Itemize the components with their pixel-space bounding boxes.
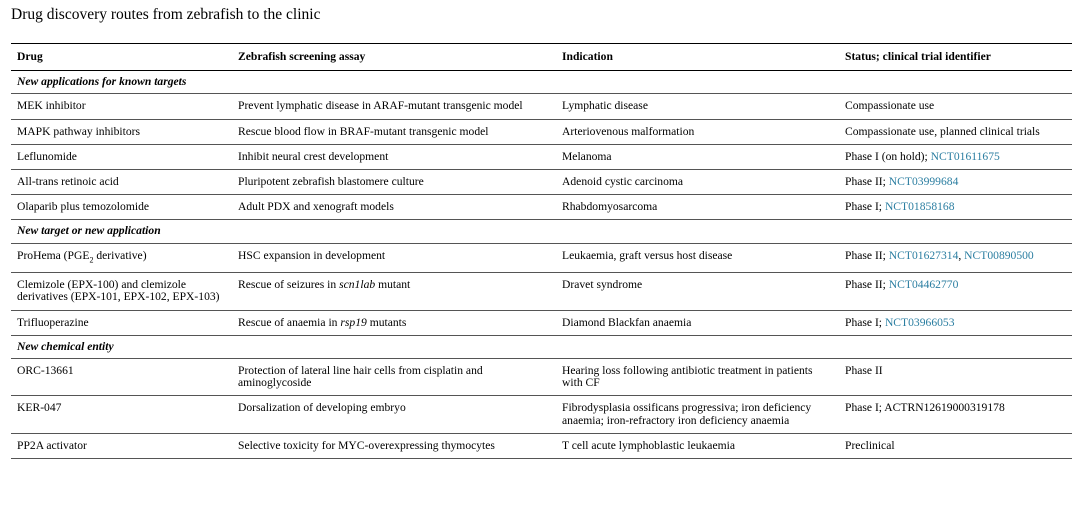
section-label: New target or new application xyxy=(11,220,1072,243)
drug-cell: ORC-13661 xyxy=(11,358,232,395)
status-cell: Preclinical xyxy=(839,433,1072,458)
drug-cell: All-trans retinoic acid xyxy=(11,170,232,195)
gene-name: scn1lab xyxy=(339,278,376,292)
assay-cell: Prevent lymphatic disease in ARAF-mutant transgenic model xyxy=(232,94,556,119)
trial-link[interactable]: NCT01627314 xyxy=(888,248,959,262)
table-row xyxy=(11,273,1072,310)
trial-link[interactable]: NCT04462770 xyxy=(888,278,959,292)
header-drug: Drug xyxy=(11,44,232,71)
drug-cell: Olaparib plus temozolomide xyxy=(11,195,232,220)
indication-cell: T cell acute lymphoblastic leukaemia xyxy=(556,433,839,458)
indication-cell: Leukaemia, graft versus host disease xyxy=(556,243,839,273)
assay-cell: Adult PDX and xenograft models xyxy=(232,195,556,220)
indication-cell: Arteriovenous malformation xyxy=(556,119,839,144)
assay-cell: Dorsalization of developing embryo xyxy=(232,396,556,433)
gene-name: rsp19 xyxy=(340,315,367,329)
section-row xyxy=(11,220,1072,243)
trial-link[interactable]: NCT03966053 xyxy=(884,315,955,329)
drug-cell: Trifluoperazine xyxy=(11,310,232,335)
table-row xyxy=(11,243,1072,273)
table-row xyxy=(11,396,1072,433)
status-cell: Phase I; NCT01858168 xyxy=(839,195,1072,220)
drug-discovery-table xyxy=(11,43,1072,459)
trial-link[interactable]: NCT01611675 xyxy=(930,149,1000,163)
indication-cell: Lymphatic disease xyxy=(556,94,839,119)
assay-cell: Inhibit neural crest development xyxy=(232,144,556,169)
assay-cell: Rescue of anaemia in rsp19 mutants xyxy=(232,310,556,335)
trial-link[interactable]: NCT00890500 xyxy=(964,248,1034,262)
status-cell: Compassionate use, planned clinical trials xyxy=(839,119,1072,144)
indication-cell: Melanoma xyxy=(556,144,839,169)
assay-cell: Pluripotent zebrafish blastomere culture xyxy=(232,170,556,195)
assay-cell: Rescue of seizures in scn1lab mutant xyxy=(232,273,556,310)
status-cell: Phase I; ACTRN12619000319178 xyxy=(839,396,1072,433)
table-title: Drug discovery routes from zebrafish to the clinic xyxy=(11,6,321,23)
status-cell: Phase II; NCT03999684 xyxy=(839,170,1072,195)
assay-cell: HSC expansion in development xyxy=(232,243,556,273)
indication-cell: Diamond Blackfan anaemia xyxy=(556,310,839,335)
drug-cell: Clemizole (EPX-100) and clemizole derivatives (EPX-101, EPX-102, EPX-103) xyxy=(11,273,232,310)
trial-link[interactable]: NCT03999684 xyxy=(888,175,959,189)
indication-cell: Hearing loss following antibiotic treatment in patients with CF xyxy=(556,358,839,395)
drug-cell: KER-047 xyxy=(11,396,232,433)
section-label: New applications for known targets xyxy=(11,71,1072,94)
table-row xyxy=(11,119,1072,144)
drug-cell: MAPK pathway inhibitors xyxy=(11,119,232,144)
indication-cell: Rhabdomyosarcoma xyxy=(556,195,839,220)
drug-cell: Leflunomide xyxy=(11,144,232,169)
assay-cell: Rescue blood flow in BRAF-mutant transgenic model xyxy=(232,119,556,144)
assay-cell: Selective toxicity for MYC-overexpressing thymocytes xyxy=(232,433,556,458)
section-row xyxy=(11,335,1072,358)
status-cell: Compassionate use xyxy=(839,94,1072,119)
indication-cell: Dravet syndrome xyxy=(556,273,839,310)
table-row xyxy=(11,195,1072,220)
table-body xyxy=(11,71,1072,459)
section-label: New chemical entity xyxy=(11,335,1072,358)
status-cell: Phase I; NCT03966053 xyxy=(839,310,1072,335)
table-row xyxy=(11,433,1072,458)
drug-cell: ProHema ($PGE_2$ derivative) xyxy=(11,243,232,273)
indication-cell: Fibrodysplasia ossificans progressiva; iron deficiency anaemia; iron-refractory iron deficiency anaemia xyxy=(556,396,839,433)
drug-cell: PP2A activator xyxy=(11,433,232,458)
table-row xyxy=(11,358,1072,395)
header-status: Status; clinical trial identifier xyxy=(839,44,1072,71)
table-row xyxy=(11,310,1072,335)
subscript: 2 xyxy=(89,254,94,264)
table-row xyxy=(11,144,1072,169)
trial-link[interactable]: NCT01858168 xyxy=(884,200,955,214)
status-cell: Phase II xyxy=(839,358,1072,395)
status-cell: Phase II; NCT01627314, NCT00890500 xyxy=(839,243,1072,273)
section-row xyxy=(11,71,1072,94)
header-indication: Indication xyxy=(556,44,839,71)
status-cell: Phase II; NCT04462770 xyxy=(839,273,1072,310)
drug-cell: MEK inhibitor xyxy=(11,94,232,119)
header-assay: Zebrafish screening assay xyxy=(232,44,556,71)
assay-cell: Protection of lateral line hair cells from cisplatin and aminoglycoside xyxy=(232,358,556,395)
status-cell: Phase I (on hold); NCT01611675 xyxy=(839,144,1072,169)
table-row xyxy=(11,170,1072,195)
header-row xyxy=(11,44,1072,71)
table-row xyxy=(11,94,1072,119)
indication-cell: Adenoid cystic carcinoma xyxy=(556,170,839,195)
